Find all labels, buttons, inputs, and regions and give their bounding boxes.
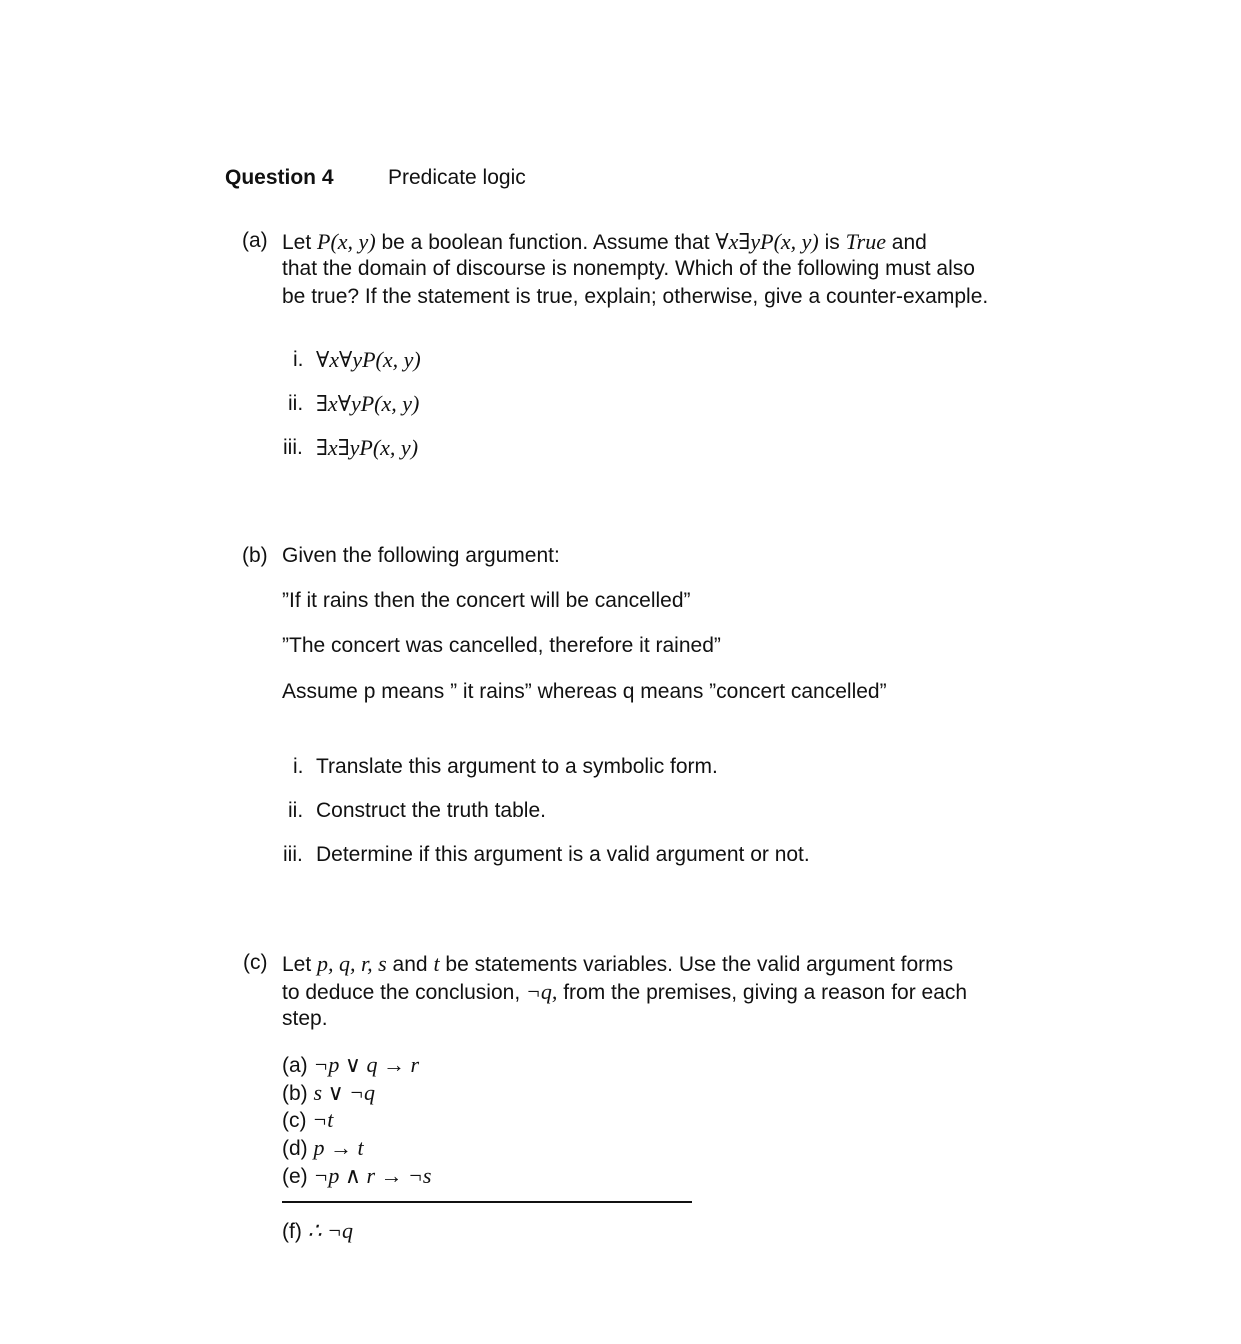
text-segment: be statements variables. Use the valid argument forms — [439, 953, 954, 976]
text-segment: is — [818, 231, 846, 254]
text-segment: Let — [282, 231, 318, 254]
math-variables: p, q, r, s — [317, 951, 387, 976]
question-number: Question 4 — [225, 166, 334, 189]
question-title: Predicate logic — [388, 166, 526, 189]
part-a-label: (a) — [242, 229, 268, 252]
text-segment: from the premises, giving a reason for each — [557, 981, 968, 1004]
part-c-label: (c) — [243, 951, 268, 974]
part-b-assumption: Assume p means ” it rains” whereas q means ”concert cancelled” — [282, 680, 887, 703]
part-a-item-formula: ∀x∀yP(x, y) — [316, 347, 421, 372]
premise — [282, 1107, 333, 1133]
text-segment: be a boolean function. Assume that — [375, 231, 716, 254]
text-segment: to deduce the conclusion, — [282, 981, 527, 1004]
premise-label: (c) — [282, 1109, 307, 1132]
part-b-intro: Given the following argument: — [282, 544, 560, 567]
math-true: True — [845, 229, 886, 254]
conclusion-divider — [282, 1201, 692, 1203]
part-a-line-1 — [282, 229, 927, 255]
math-forall-exists: ∀x∃yP(x, y) — [715, 229, 819, 254]
part-a-line-3: be true? If the statement is true, explain; otherwise, give a counter-example. — [282, 285, 989, 308]
premise-formula: ¬p ∨ q → r — [313, 1052, 420, 1077]
part-c-line-2 — [282, 979, 967, 1005]
premise — [282, 1163, 431, 1189]
part-c-line-3: step. — [282, 1007, 328, 1030]
premise-formula: ¬t — [312, 1107, 334, 1132]
premise-formula: p → t — [313, 1135, 364, 1160]
part-b-quote-1: ”If it rains then the concert will be cancelled” — [282, 589, 691, 612]
premise-label: (e) — [282, 1165, 308, 1188]
conclusion — [282, 1218, 353, 1244]
conclusion-formula: ∴ ¬q — [307, 1218, 354, 1243]
premise — [282, 1052, 419, 1078]
part-b-item-text: Determine if this argument is a valid argument or not. — [316, 843, 810, 866]
part-c-line-1 — [282, 951, 953, 977]
text-segment: and — [885, 231, 927, 254]
premise — [282, 1135, 364, 1161]
part-a-item-formula: ∃x∀yP(x, y) — [316, 391, 420, 416]
math-p-x-y: P(x, y) — [317, 229, 376, 254]
part-b-item-label: ii. — [288, 799, 304, 822]
part-b-item-text: Translate this argument to a symbolic form. — [316, 755, 718, 778]
text-segment: and — [386, 953, 434, 976]
math-not-q: ¬q, — [526, 979, 558, 1004]
premise-label: (d) — [282, 1137, 308, 1160]
part-b-item-label: i. — [293, 755, 304, 778]
text-segment: Let — [282, 953, 318, 976]
premise-formula: s ∨ ¬q — [313, 1080, 376, 1105]
premise-formula: ¬p ∧ r → ¬s — [313, 1163, 432, 1188]
premise — [282, 1080, 375, 1106]
conclusion-label: (f) — [282, 1220, 302, 1243]
premise-label: (b) — [282, 1082, 308, 1105]
part-a-item-label: i. — [293, 348, 304, 371]
math-t: t — [433, 951, 440, 976]
part-a-item-label: iii. — [283, 436, 303, 459]
part-a-item-formula: ∃x∃yP(x, y) — [316, 435, 419, 460]
part-b-item-label: iii. — [283, 843, 303, 866]
part-b-quote-2: ”The concert was cancelled, therefore it rained” — [282, 634, 721, 657]
premise-label: (a) — [282, 1054, 308, 1077]
part-b-label: (b) — [242, 544, 268, 567]
part-a-item-label: ii. — [288, 392, 304, 415]
part-b-item-text: Construct the truth table. — [316, 799, 546, 822]
part-a-line-2: that the domain of discourse is nonempty. Which of the following must also — [282, 257, 975, 280]
